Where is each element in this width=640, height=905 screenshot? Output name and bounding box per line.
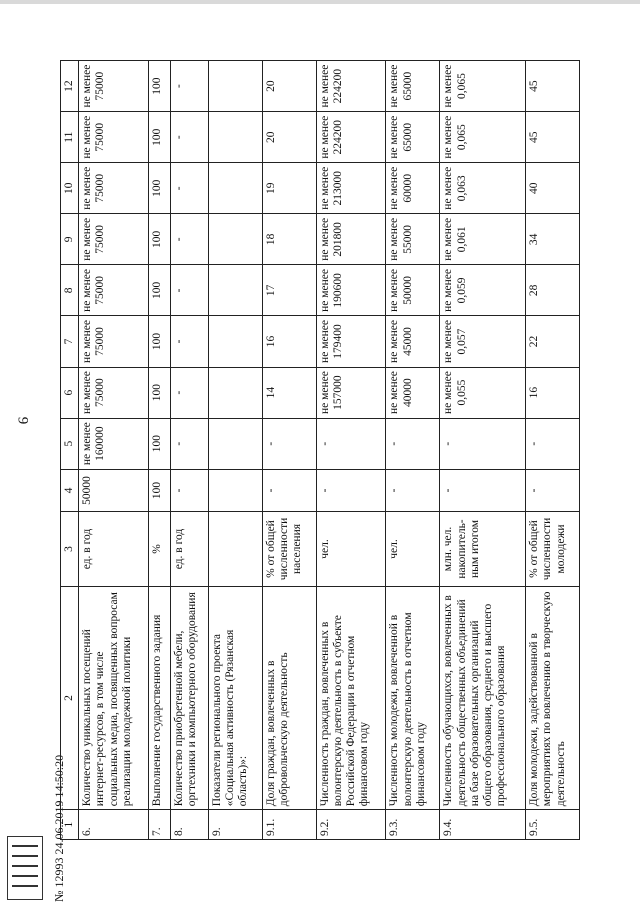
table-cell: - (171, 367, 209, 418)
table-cell: 9. (208, 810, 262, 840)
table-cell: - (171, 163, 209, 214)
table-cell: не менее 45000 (386, 316, 440, 367)
table-cell: - (171, 61, 209, 112)
table-cell: не менее 75000 (79, 163, 149, 214)
table-cell: 100 (149, 163, 171, 214)
table-cell (208, 367, 262, 418)
table-cell: Доля граждан, вовлеченных в добровольческую деятельность (262, 586, 316, 809)
table-cell: не менее 0,057 (440, 316, 526, 367)
column-header: 6 (61, 367, 79, 418)
table-cell: не менее 75000 (79, 61, 149, 112)
table-cell (208, 112, 262, 163)
table-cell (208, 265, 262, 316)
table-cell: ед. в год (171, 512, 209, 586)
table-cell: 100 (149, 316, 171, 367)
table-cell: не менее 65000 (386, 112, 440, 163)
column-header: 5 (61, 418, 79, 469)
table-cell (208, 61, 262, 112)
table-cell: не менее 157000 (316, 367, 386, 418)
table-row (171, 61, 209, 840)
column-header: 4 (61, 469, 79, 512)
table-cell: 50000 (79, 469, 149, 512)
table-cell: 14 (262, 367, 316, 418)
table-cell: 18 (262, 214, 316, 265)
table-cell: не менее 75000 (79, 214, 149, 265)
table-cell: 100 (149, 418, 171, 469)
table-cell: 9.1. (262, 810, 316, 840)
table-cell: - (171, 112, 209, 163)
table-cell: - (386, 469, 440, 512)
table-cell: не менее 75000 (79, 316, 149, 367)
table-row (208, 61, 262, 840)
table-cell: 6. (79, 810, 149, 840)
table-cell: Выполнение государственного задания (149, 586, 171, 809)
header-row (61, 61, 79, 840)
table-cell: 7. (149, 810, 171, 840)
table-cell: не менее 0,061 (440, 214, 526, 265)
column-header: 2 (61, 586, 79, 809)
table-cell: не менее 0,059 (440, 265, 526, 316)
page-number: 9 (14, 416, 31, 425)
table-row (526, 61, 580, 840)
table-cell: не менее 0,063 (440, 163, 526, 214)
table-cell: Численность молодежи, вовлеченной в волонтерскую деятельность в отчетном финансовом году (386, 586, 440, 809)
table-cell: Количество уникальных посещений интернет-ресурсов, в том числе социальных медиа, посвященных вопросам реализации молодежной политики (79, 586, 149, 809)
table-cell: - (440, 469, 526, 512)
column-header: 11 (61, 112, 79, 163)
table-row (440, 61, 526, 840)
table-cell: % от общей численности населения (262, 512, 316, 586)
column-header: 3 (61, 512, 79, 586)
table-cell: 34 (526, 214, 580, 265)
table-cell (208, 512, 262, 586)
table-cell: 100 (149, 112, 171, 163)
table-cell: не менее 75000 (79, 112, 149, 163)
table-cell: не менее 160000 (79, 418, 149, 469)
table-cell (208, 316, 262, 367)
table-cell: 28 (526, 265, 580, 316)
table-cell: ед. в год (79, 512, 149, 586)
table-cell: 19 (262, 163, 316, 214)
table-cell: млн. чел. накопитель-ным итогом (440, 512, 526, 586)
table-cell: Численность граждан, вовлеченных в волонтерскую деятельность в субъекте Российской Федерации в отчетном финансовом году (316, 586, 386, 809)
rotated-table-container (60, 60, 580, 840)
table-row (149, 61, 171, 840)
column-header: 10 (61, 163, 79, 214)
table-cell: 100 (149, 367, 171, 418)
column-header: 8 (61, 265, 79, 316)
table-cell: не менее 0,055 (440, 367, 526, 418)
column-header: 9 (61, 214, 79, 265)
table-cell: не менее 224200 (316, 112, 386, 163)
document-registration-number: № 12993 24.06.2019 14:50:20 (52, 754, 66, 902)
table-cell: не менее 65000 (386, 61, 440, 112)
table-cell: - (171, 316, 209, 367)
table-cell: чел. (386, 512, 440, 586)
table-cell: - (171, 265, 209, 316)
table-cell: не менее 75000 (79, 265, 149, 316)
table-cell (208, 418, 262, 469)
table-cell: 100 (149, 61, 171, 112)
table-cell: не менее 55000 (386, 214, 440, 265)
table-cell: Показатели регионального проекта «Социальная активность (Рязанская область)»: (208, 586, 262, 809)
table-cell: не менее 224200 (316, 61, 386, 112)
table-cell: - (440, 418, 526, 469)
table-cell: - (262, 418, 316, 469)
table-row (386, 61, 440, 840)
table-cell: % от общей численности молодежи (526, 512, 580, 586)
table-cell: Доля молодежи, задействованной в мероприятиях по вовлечению в творческую деятельность (526, 586, 580, 809)
table-cell: не менее 0,065 (440, 61, 526, 112)
table-cell: 16 (526, 367, 580, 418)
table-cell: Численность обучающихся, вовлеченных в деятельность общественных объединений на базе образовательных организаций общего образования, среднего и высшего профессионального образования (440, 586, 526, 809)
table-cell: % (149, 512, 171, 586)
table-cell: - (171, 418, 209, 469)
table-body (79, 61, 580, 840)
table-cell: - (262, 469, 316, 512)
table-row (262, 61, 316, 840)
table-cell: 100 (149, 265, 171, 316)
table-cell: не менее 179400 (316, 316, 386, 367)
scan-edge (0, 0, 640, 4)
table-cell: - (316, 469, 386, 512)
column-header: 12 (61, 61, 79, 112)
table-cell: не менее 213000 (316, 163, 386, 214)
table-cell (208, 163, 262, 214)
table-cell: 20 (262, 112, 316, 163)
table-cell: 16 (262, 316, 316, 367)
registration-stamp (7, 836, 43, 900)
table-cell: не менее 75000 (79, 367, 149, 418)
table-cell: не менее 201800 (316, 214, 386, 265)
table-cell: - (171, 214, 209, 265)
table-cell: не менее 50000 (386, 265, 440, 316)
table-cell: 45 (526, 112, 580, 163)
table-cell: 22 (526, 316, 580, 367)
table-cell: - (171, 469, 209, 512)
table-cell: 9.5. (526, 810, 580, 840)
table-cell (208, 469, 262, 512)
table-cell: Количество приобретенной мебели, оргтехники и компьютерного оборудования (171, 586, 209, 809)
column-header: 7 (61, 316, 79, 367)
table-cell: 40 (526, 163, 580, 214)
table-cell: - (526, 418, 580, 469)
table-row (316, 61, 386, 840)
table-cell: не менее 190600 (316, 265, 386, 316)
table-cell: чел. (316, 512, 386, 586)
table-cell: 9.2. (316, 810, 386, 840)
table-cell: не менее 40000 (386, 367, 440, 418)
table-cell: не менее 0,065 (440, 112, 526, 163)
column-header: 1 (61, 810, 79, 840)
table-cell: 100 (149, 469, 171, 512)
table-cell (208, 214, 262, 265)
table-cell: 8. (171, 810, 209, 840)
table-cell: - (316, 418, 386, 469)
table-cell: 45 (526, 61, 580, 112)
indicators-table (60, 60, 580, 840)
table-cell: 20 (262, 61, 316, 112)
table-cell: - (386, 418, 440, 469)
table-cell: - (526, 469, 580, 512)
table-cell: 17 (262, 265, 316, 316)
table-cell: 100 (149, 214, 171, 265)
table-cell: 9.4. (440, 810, 526, 840)
table-cell: не менее 60000 (386, 163, 440, 214)
table-cell: 9.3. (386, 810, 440, 840)
table-row (79, 61, 149, 840)
